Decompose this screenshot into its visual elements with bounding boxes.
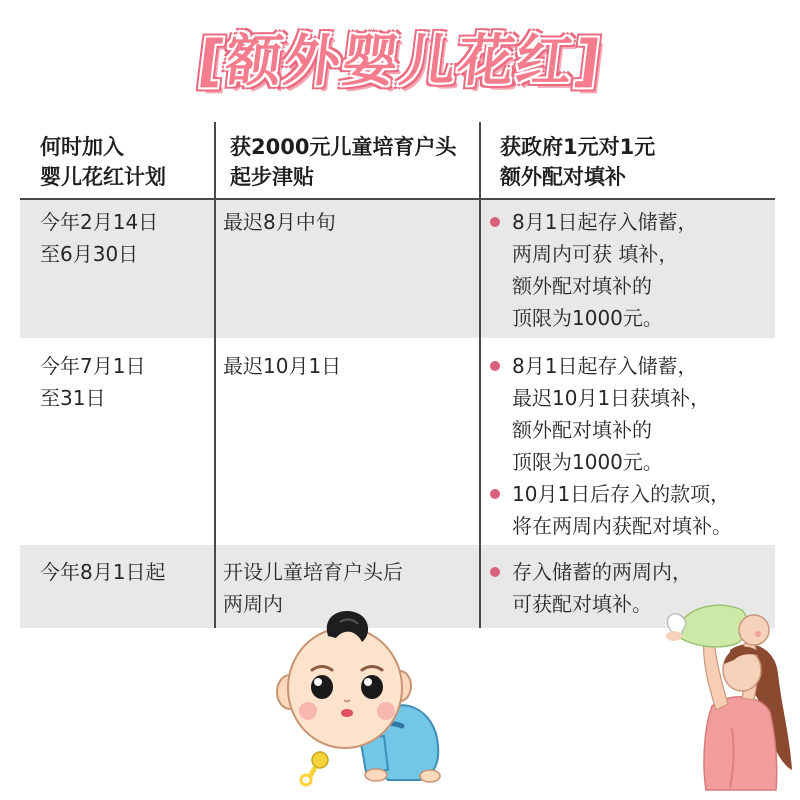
- start-grant-line: 最迟8月中旬: [223, 210, 336, 234]
- join-period-line: 今年8月1日起: [40, 560, 166, 584]
- join-period-cell: [20, 545, 215, 628]
- baby-bonus-table: [20, 122, 775, 628]
- baby-eye-right: [361, 675, 383, 699]
- join-period-line: 今年7月1日: [40, 354, 146, 378]
- baby-foot: [420, 770, 440, 782]
- matching-line: 顶限为1000元。: [512, 306, 663, 330]
- table-header: [20, 122, 775, 200]
- crawling-baby-illustration: [270, 600, 445, 790]
- matching-line: 存入储蓄的两周内，: [512, 560, 692, 584]
- header-line: 获2000元儿童培育户头: [230, 135, 457, 159]
- baby-head: [288, 628, 402, 748]
- join-period-line: 至31日: [40, 386, 106, 410]
- matching-bullet: [490, 206, 775, 334]
- join-period-line: 今年2月14日: [40, 210, 159, 234]
- page-title: [额外婴儿花红]: [194, 29, 606, 94]
- header-line: 何时加入: [40, 135, 124, 159]
- baby-eye-highlight: [314, 678, 322, 686]
- rattle-icon: [301, 752, 328, 785]
- matching-line: 最迟10月1日获填补，: [512, 386, 711, 410]
- join-period-line: 至6月30日: [40, 242, 139, 266]
- mother-lifting-baby-illustration: [650, 588, 798, 793]
- matching-line: 8月1日起存入储蓄，: [512, 354, 698, 378]
- matching-cell: [480, 338, 775, 545]
- header-join-period: [20, 122, 215, 198]
- mother-dress: [704, 697, 777, 790]
- column-divider: [479, 122, 481, 628]
- header-start-grant: [215, 122, 480, 198]
- matching-line: 将在两周内获配对填补。: [512, 514, 732, 538]
- matching-line: 额外配对填补的: [512, 418, 652, 442]
- start-grant-line: 最迟10月1日: [223, 354, 342, 378]
- baby-cheek: [377, 702, 395, 720]
- matching-line: 顶限为1000元。: [512, 450, 663, 474]
- matching-line: 8月1日起存入储蓄，: [512, 210, 698, 234]
- start-grant-line: 两周内: [223, 592, 283, 616]
- matching-cell: [480, 200, 775, 338]
- join-period-cell: [20, 338, 215, 545]
- header-line: 获政府1元对1元: [500, 135, 656, 159]
- column-divider: [214, 122, 216, 628]
- table-row: [20, 338, 775, 545]
- table-row: [20, 200, 775, 338]
- matching-line: 额外配对填补的: [512, 274, 652, 298]
- baby-eye-highlight: [364, 678, 372, 686]
- bullet-dot: [490, 567, 500, 577]
- baby-hand: [365, 769, 387, 781]
- header-line: 额外配对填补: [500, 165, 626, 189]
- start-grant-line: 开设儿童培育户头后: [223, 560, 403, 584]
- header-line: 婴儿花红计划: [40, 165, 166, 189]
- matching-line: 10月1日后存入的款项，: [512, 482, 731, 506]
- baby-cheek: [299, 702, 317, 720]
- join-period-cell: [20, 200, 215, 338]
- matching-line: 可获配对填补。: [512, 592, 652, 616]
- matching-bullet: [490, 350, 775, 478]
- start-grant-cell: [215, 338, 480, 545]
- header-line: 起步津贴: [230, 165, 314, 189]
- bullet-dot: [490, 361, 500, 371]
- held-baby: [666, 605, 769, 647]
- bullet-dot: [490, 217, 500, 227]
- baby-mouth: [341, 709, 353, 717]
- bullet-dot: [490, 489, 500, 499]
- matching-bullet: [490, 478, 775, 542]
- baby-eye-left: [311, 675, 333, 699]
- held-baby-head: [739, 615, 769, 645]
- matching-line: 两周内可获 填补，: [512, 242, 679, 266]
- header-matching: [480, 122, 775, 198]
- start-grant-cell: [215, 200, 480, 338]
